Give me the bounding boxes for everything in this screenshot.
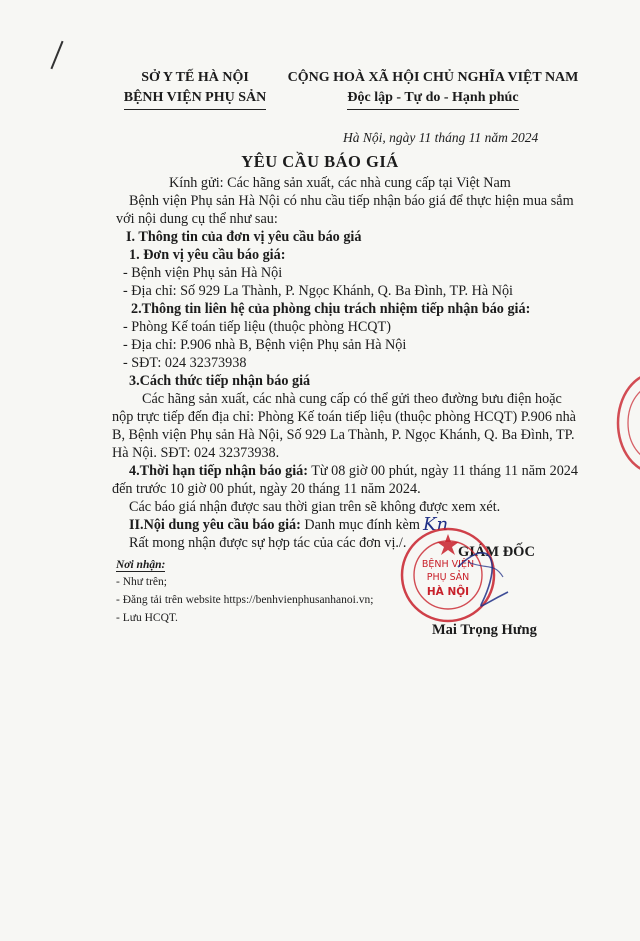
salutation: Kính gửi: Các hãng sản xuất, các nhà cung cấp tại Việt Nam: [169, 175, 511, 191]
method-line-3: B, Bệnh viện Phụ sản Hà Nội, Số 929 La Thành, P. Ngọc Khánh, Q. Ba Đình, TP.: [112, 427, 575, 443]
official-stamp: [398, 522, 528, 627]
header-right: [278, 68, 588, 110]
method-line-2: nộp trực tiếp đến địa chỉ: Phòng Kế toán tiếp liệu (thuộc phòng HCQT) P.906 nhà: [112, 409, 576, 425]
deadline-label: 4.Thời hạn tiếp nhận báo giá:: [129, 463, 308, 479]
recipients-title: Nơi nhận:: [116, 559, 166, 571]
edge-stamp-mark: [616, 368, 640, 478]
section-1-heading: I. Thông tin của đơn vị yêu cầu báo giá: [126, 229, 362, 245]
intro-line-1: Bệnh viện Phụ sản Hà Nội có nhu cầu tiếp nhận báo giá để thực hiện mua sắm: [129, 193, 574, 209]
recipients-title-wrap: [116, 555, 165, 573]
method-line-4: Hà Nội. SĐT: 024 32373938.: [112, 445, 280, 461]
stamp-line-3: HÀ NỘI: [426, 586, 470, 598]
subsection-2-heading: 2.Thông tin liên hệ của phòng chịu trách nhiệm tiếp nhận báo giá:: [131, 301, 531, 317]
country-name: CỘNG HOÀ XÃ HỘI CHỦ NGHĨA VIỆT NAM: [287, 70, 579, 85]
signer-role: GIÁM ĐỐC: [458, 544, 535, 560]
header-left: [100, 68, 290, 110]
contact-phone: - SĐT: 024 32373938: [123, 355, 247, 371]
signer-name: Mai Trọng Hưng: [432, 622, 537, 638]
hospital-name: BỆNH VIỆN PHỤ SẢN: [124, 88, 267, 110]
section-2-label: II.Nội dung yêu cầu báo giá:: [129, 517, 301, 533]
deadline-line-1: [129, 462, 578, 480]
stamp-line-1: BỆNH VIỆN: [421, 559, 475, 570]
section-2-line: [129, 516, 420, 534]
contact-address: - Địa chỉ: P.906 nhà B, Bệnh viện Phụ sản Hà Nội: [123, 337, 407, 353]
motto: Độc lập - Tự do - Hạnh phúc: [347, 88, 518, 110]
unit-address: - Địa chỉ: Số 929 La Thành, P. Ngọc Khánh, Q. Ba Đình, TP. Hà Nội: [123, 283, 513, 299]
deadline-start: Từ 08 giờ 00 phút, ngày 11 tháng 11 năm 2024: [307, 463, 578, 479]
intro-line-2: với nội dung cụ thể như sau:: [116, 211, 278, 227]
contact-department: - Phòng Kế toán tiếp liệu (thuộc phòng HCQT): [123, 319, 391, 335]
recipient-item: - Lưu HCQT.: [116, 612, 178, 624]
stamp-line-2: PHỤ SẢN: [426, 572, 470, 583]
closing-line: Rất mong nhận được sự hợp tác của các đơn vị./.: [129, 535, 407, 551]
recipient-item: - Như trên;: [116, 576, 167, 588]
agency-name: SỞ Y TẾ HÀ NỘI: [141, 70, 249, 85]
method-line-1: Các hãng sản xuất, các nhà cung cấp có thể gửi theo đường bưu điện hoặc: [142, 391, 562, 407]
handwriting-text: Kn: [423, 514, 449, 535]
deadline-line-2: đến trước 10 giờ 00 phút, ngày 20 tháng 11 năm 2024.: [112, 481, 421, 497]
unit-name: - Bệnh viện Phụ sản Hà Nội: [123, 265, 283, 281]
late-note: Các báo giá nhận được sau thời gian trên sẽ không được xem xét.: [129, 499, 501, 515]
recipient-item: - Đăng tải trên website https://benhvienphusanhanoi.vn;: [116, 594, 374, 606]
document-title: YÊU CẦU BÁO GIÁ: [241, 152, 399, 171]
issue-date: Hà Nội, ngày 11 tháng 11 năm 2024: [343, 130, 539, 145]
pen-mark: [50, 41, 63, 70]
section-2-value: Danh mục đính kèm: [300, 517, 420, 533]
subsection-3-heading: 3.Cách thức tiếp nhận báo giá: [129, 373, 311, 389]
subsection-1-heading: 1. Đơn vị yêu cầu báo giá:: [129, 247, 286, 263]
